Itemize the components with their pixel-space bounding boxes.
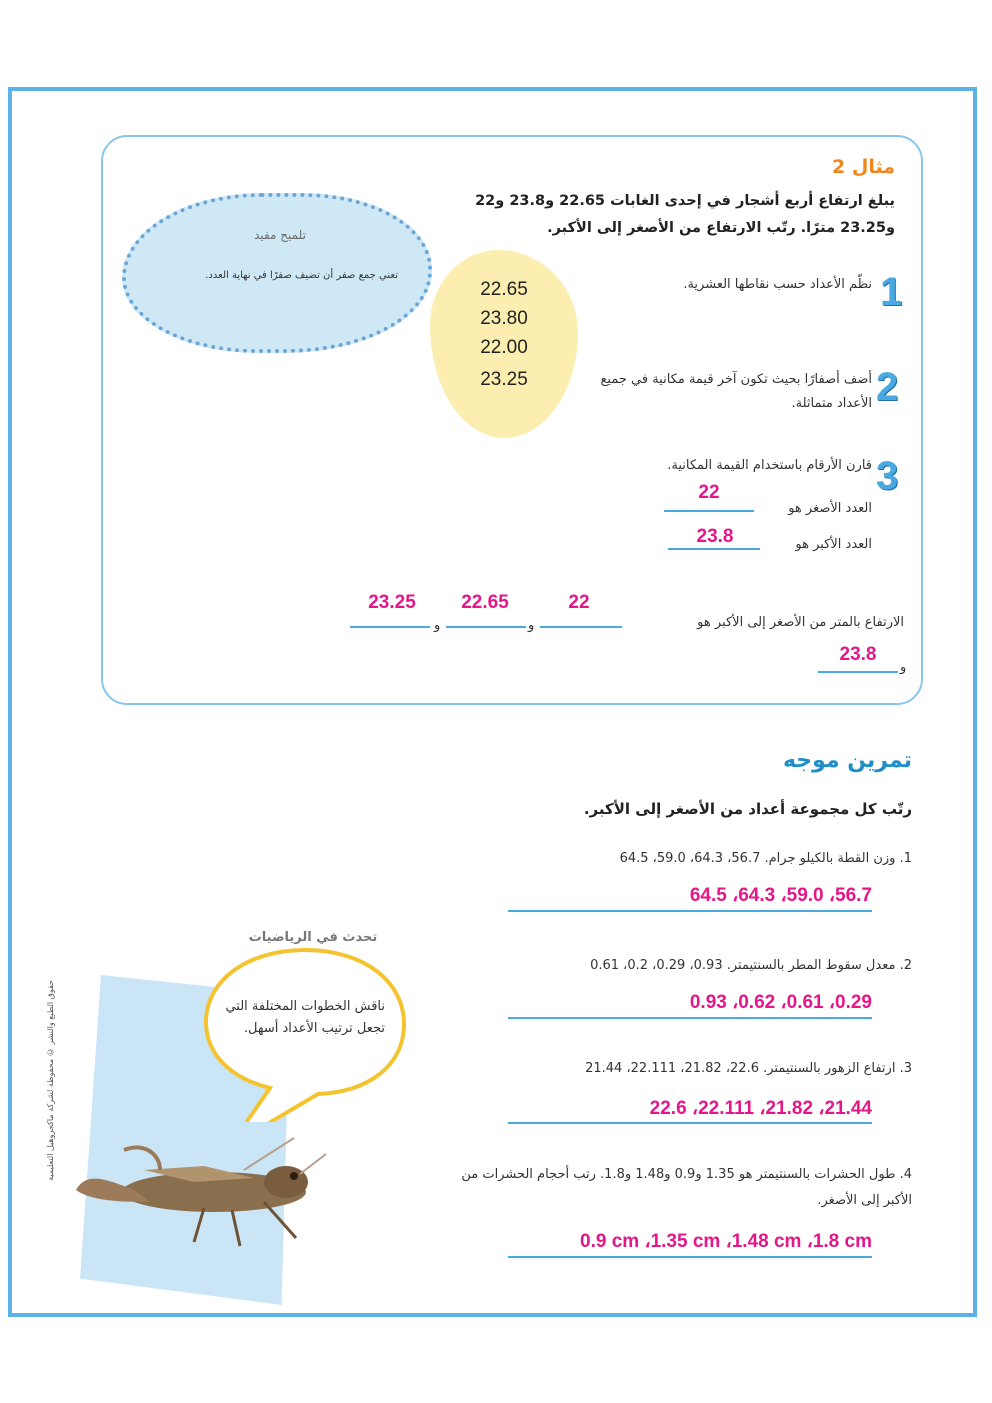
order-answer: 23.25	[368, 592, 416, 613]
order-answer: 22.65	[461, 592, 509, 613]
smallest-label: العدد الأصغر هو	[788, 501, 872, 516]
largest-answer: 23.8	[696, 526, 734, 547]
aligned-number: 23.80	[480, 308, 528, 329]
step-number-2: 2	[876, 365, 899, 409]
question-answer: 64.5 ،64.3 ،59.0 ،56.7	[689, 885, 872, 906]
question-2	[492, 953, 912, 979]
answer-line	[508, 1256, 872, 1258]
example-title: مثال 2	[832, 156, 895, 178]
answer-line	[350, 626, 430, 628]
question-answer: 0.9 cm ،1.35 cm ،1.48 cm ،1.8 cm	[580, 1231, 872, 1252]
smallest-answer: 22	[698, 482, 720, 503]
question-number: 1.	[899, 851, 912, 866]
aligned-number: 22.00	[480, 337, 528, 358]
aligned-number: 23.25	[480, 369, 528, 390]
answer-line	[668, 548, 760, 550]
step-text-2: أضف أصفارًا بحيث تكون آخر قيمة مكانية في جميع الأعداد متماثلة.	[600, 372, 872, 411]
answer-line	[508, 1122, 872, 1124]
discussion-title: تحدث في الرياضيات	[248, 930, 378, 945]
aligned-number: 22.65	[480, 279, 528, 300]
order-answer: 22	[568, 592, 590, 613]
step-text-1: نظّم الأعداد حسب نقاطها العشرية.	[683, 277, 872, 292]
section-subtitle: رتّب كل مجموعة أعداد من الأصغر إلى الأكبر.	[583, 800, 912, 818]
and-word: و	[900, 660, 907, 675]
question-text: وزن القطة بالكيلو جرام. 56.7، 64.3، 59.0، 64.5	[619, 851, 896, 866]
example-intro: يبلغ ارتفاع أربع أشجار في إحدى الغابات 22.65 و23.8 و22 و23.25 مترًا. رتّب الارتفاع من الأصغر إلى الأكبر.	[475, 193, 895, 236]
largest-label: العدد الأكبر هو	[795, 537, 872, 552]
question-number: 2.	[899, 958, 912, 973]
step-number-1: 1	[880, 270, 903, 314]
answer-line	[540, 626, 622, 628]
question-3	[492, 1056, 912, 1082]
answer-line	[508, 1017, 872, 1019]
question-number: 4.	[899, 1167, 912, 1182]
tip-text: تعني جمع صفر أن تضيف صفرًا في نهاية العدد.	[205, 270, 398, 281]
tip-title: تلميح مفيد	[254, 228, 306, 242]
discussion-text: ناقش الخطوات المختلفة التي تجعل ترتيب الأعداد أسهل.	[225, 999, 385, 1036]
question-number: 3.	[899, 1061, 912, 1076]
section-title: تمرين موجه	[782, 748, 912, 773]
order-answer: 23.8	[839, 644, 877, 665]
order-label: الارتفاع بالمتر من الأصغر إلى الأكبر هو	[697, 615, 904, 630]
copyright-credit: حقوق الطبع والنشر © محفوظة لشركة ماكجروهيل التعليمية	[46, 980, 55, 1181]
question-answer: 0.93 ،0.62 ،0.61 ،0.29	[689, 992, 872, 1013]
answer-line	[446, 626, 526, 628]
and-word: و	[434, 618, 441, 633]
grasshopper-image	[64, 1130, 334, 1260]
step-number-3: 3	[876, 454, 899, 498]
question-1	[492, 846, 912, 872]
question-answer: 22.6 ،22.111 ،21.82 ،21.44	[649, 1098, 872, 1119]
answer-line	[508, 910, 872, 912]
question-text: ارتفاع الزهور بالسنتيمتر. 22.6، 21.82، 22.111، 21.44	[585, 1061, 896, 1076]
answer-line	[818, 671, 898, 673]
and-word: و	[528, 618, 535, 633]
question-text: معدل سقوط المطر بالسنتيمتر. 0.93، 0.29، 0.2، 0.61	[590, 958, 896, 973]
question-4	[442, 1162, 912, 1214]
answer-line	[664, 510, 754, 512]
question-text: طول الحشرات بالسنتيمتر هو 1.35 و0.9 و1.48 و1.8. رتب أحجام الحشرات من الأكبر إلى الأصغر.	[461, 1167, 912, 1208]
step-text-3: قارن الأرقام باستخدام القيمة المكانية.	[667, 458, 872, 473]
